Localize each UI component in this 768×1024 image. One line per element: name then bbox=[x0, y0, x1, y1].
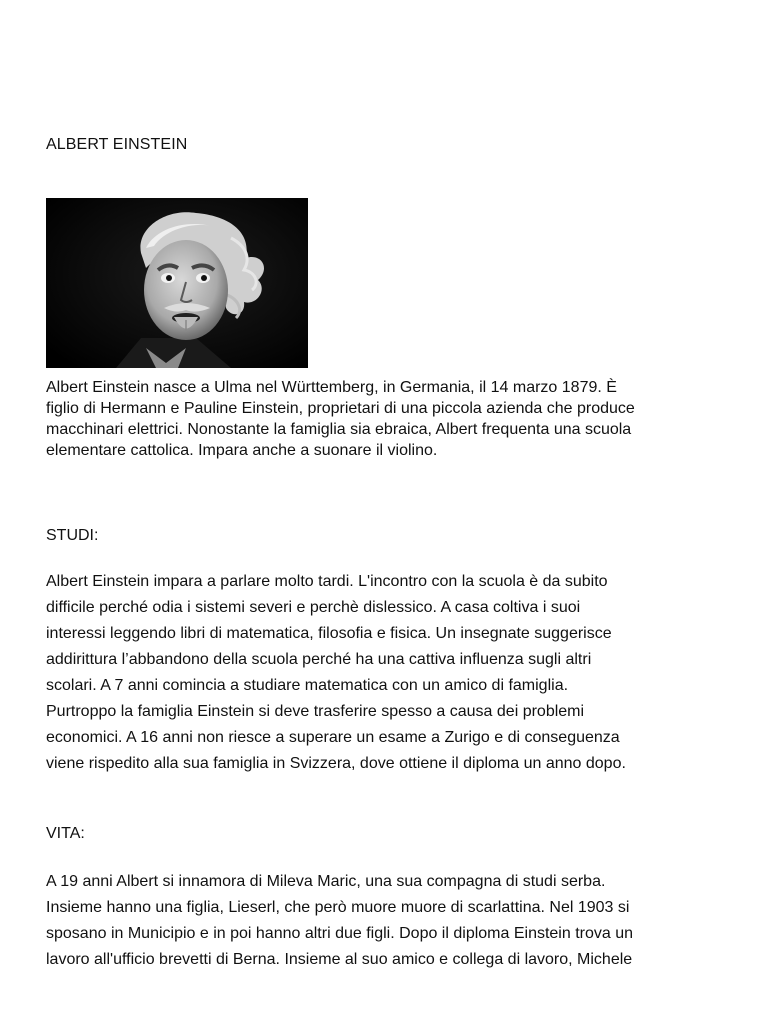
intro-line: Albert Einstein nasce a Ulma nel Württemberg, in Germania, il 14 marzo 1879. È bbox=[46, 379, 617, 396]
studi-line: interessi leggendo libri di matematica, filosofia e fisica. Un insegnate suggerisce bbox=[46, 625, 612, 642]
intro-line: figlio di Hermann e Pauline Einstein, proprietari di una piccola azienda che produce bbox=[46, 400, 635, 417]
vita-paragraph bbox=[46, 869, 736, 973]
einstein-photo bbox=[46, 198, 308, 368]
intro-line: elementare cattolica. Impara anche a suonare il violino. bbox=[46, 442, 438, 459]
einstein-portrait-image bbox=[46, 198, 308, 368]
vita-line: Insieme hanno una figlia, Lieserl, che però muore muore di scarlattina. Nel 1903 si bbox=[46, 899, 630, 916]
studi-line: Purtroppo la famiglia Einstein si deve trasferire spesso a causa dei problemi bbox=[46, 703, 585, 720]
document-title: ALBERT EINSTEIN bbox=[46, 136, 188, 153]
intro-line: macchinari elettrici. Nonostante la famiglia sia ebraica, Albert frequenta una scuola bbox=[46, 421, 632, 438]
studi-line: economici. A 16 anni non riesce a superare un esame a Zurigo e di conseguenza bbox=[46, 729, 620, 746]
studi-line: difficile perché odia i sistemi severi e perchè dislessico. A casa coltiva i suoi bbox=[46, 599, 581, 616]
studi-line: scolari. A 7 anni comincia a studiare matematica con un amico di famiglia. bbox=[46, 677, 569, 694]
intro-paragraph bbox=[46, 377, 736, 461]
studi-line: viene rispedito alla sua famiglia in Svizzera, dove ottiene il diploma un anno dopo. bbox=[46, 755, 626, 772]
studi-line: Albert Einstein impara a parlare molto tardi. L'incontro con la scuola è da subito bbox=[46, 573, 608, 590]
studi-paragraph bbox=[46, 569, 736, 777]
section-heading-vita: VITA: bbox=[46, 825, 85, 842]
studi-line: addirittura l’abbandono della scuola perché ha una cattiva influenza sugli altri bbox=[46, 651, 592, 668]
vita-line: A 19 anni Albert si innamora di Mileva Maric, una sua compagna di studi serba. bbox=[46, 873, 606, 890]
vita-line: sposano in Municipio e in poi hanno altri due figli. Dopo il diploma Einstein trova un bbox=[46, 925, 634, 942]
section-heading-studi: STUDI: bbox=[46, 527, 99, 544]
vita-line: lavoro all'ufficio brevetti di Berna. Insieme al suo amico e collega di lavoro, Michele bbox=[46, 951, 633, 968]
